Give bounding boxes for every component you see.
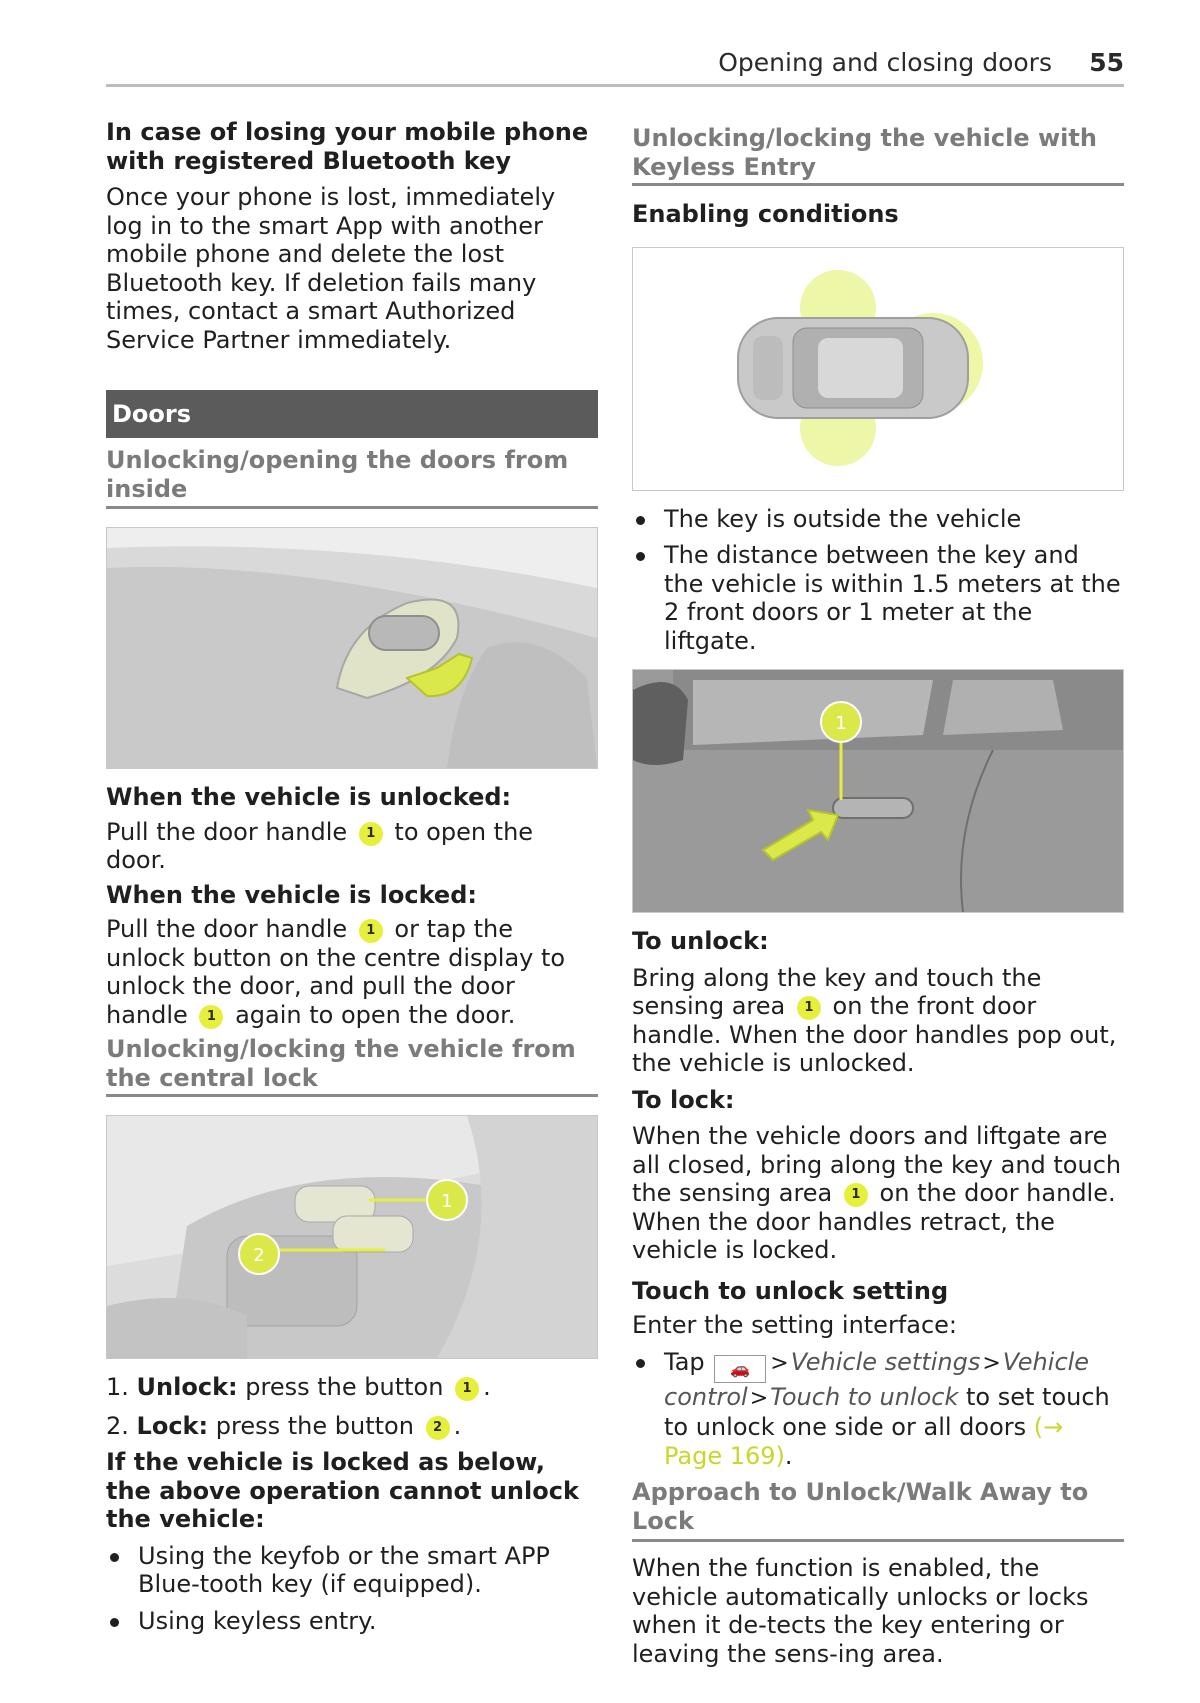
- touch-unlock-steps: [632, 1348, 1124, 1471]
- svg-text:1: 1: [441, 1191, 453, 1212]
- cannot-unlock-heading: If the vehicle is locked as below, the above operation cannot unlock the vehicle:: [106, 1448, 579, 1533]
- unlocked-text: Pull the door handle 1 to open the door.: [106, 817, 534, 874]
- list-item: Tap 🚗 >Vehicle settings>Vehicle control>Touch to unlock to set touch to unlock one side or all doors (→ Page 169).: [632, 1348, 1124, 1471]
- callout-1-icon: 1: [455, 1377, 479, 1401]
- approach-body: When the function is enabled, the vehicle automatically unlocks or locks when it de-tects the key entering or leaving the sens-ing area.: [632, 1554, 1089, 1668]
- conditions-list: [632, 505, 1124, 656]
- menu-vehicle-control: Vehicle control: [664, 1347, 1090, 1411]
- page-number: 55: [1089, 48, 1124, 77]
- step-lock: 2. Lock: press the button 2 .: [106, 1411, 462, 1440]
- enabling-heading: Enabling conditions: [632, 200, 899, 228]
- keyless-heading: Unlocking/locking the vehicle with Keyless Entry: [632, 124, 1124, 186]
- callout-2-icon: 2: [426, 1416, 450, 1440]
- callout-1-icon: 1: [359, 822, 383, 846]
- menu-vehicle-settings: Vehicle settings: [790, 1347, 981, 1376]
- unlocked-label: When the vehicle is unlocked:: [106, 783, 512, 811]
- list-item: The key is outside the vehicle: [632, 505, 1124, 534]
- page-reference-link[interactable]: (→ Page 169): [664, 1413, 1064, 1470]
- central-lock-heading: Unlocking/locking the vehicle from the central lock: [106, 1035, 598, 1097]
- page-header: [106, 44, 1124, 87]
- section-title: Opening and closing doors: [718, 48, 1052, 77]
- central-lock-steps: [106, 1373, 598, 1440]
- step-unlock: 1. Unlock: press the button 1 .: [106, 1373, 491, 1401]
- inside-heading: Unlocking/opening the doors from inside: [106, 446, 598, 509]
- callout-1-icon: 1: [199, 1005, 223, 1029]
- svg-text:2: 2: [253, 1245, 265, 1266]
- to-unlock-text: Bring along the key and touch the sensing area 1 on the front door handle. When the door handles pop out, the vehicle is unlocked.: [632, 963, 1117, 1077]
- keyless-range-figure: [632, 247, 1124, 491]
- callout-1-icon: 1: [797, 996, 821, 1020]
- door-sensing-figure: [632, 669, 1124, 913]
- list-item: Using keyless entry.: [106, 1607, 598, 1636]
- touch-unlock-intro: Enter the setting interface:: [632, 1311, 958, 1339]
- cannot-unlock-list: [106, 1542, 598, 1636]
- locked-label: When the vehicle is locked:: [106, 880, 477, 909]
- left-column: [106, 118, 598, 1635]
- lost-phone-heading: In case of losing your mobile phone with registered Bluetooth key: [106, 118, 589, 175]
- central-lock-figure: [106, 1115, 598, 1359]
- right-column: [632, 118, 1124, 1668]
- car-icon: 🚗: [714, 1355, 766, 1383]
- approach-heading: Approach to Unlock/Walk Away to Lock: [632, 1478, 1124, 1542]
- touch-unlock-heading: Touch to unlock setting: [632, 1276, 949, 1305]
- door-handle-figure: [106, 527, 598, 769]
- list-item: The distance between the key and the vehicle is within 1.5 meters at the 2 front doors or 1 meter at the liftgate.: [632, 541, 1124, 655]
- to-unlock-label: To unlock:: [632, 927, 769, 955]
- lost-phone-body: Once your phone is lost, immediately log in to the smart App with another mobile phone and delete the lost Bluetooth key. If deletion fails many times, contact a smart Authorized Service Partner immediately.: [106, 183, 556, 354]
- svg-text:1: 1: [835, 713, 847, 734]
- to-lock-label: To lock:: [632, 1085, 735, 1114]
- locked-text: Pull the door handle 1 or tap the unlock button on the centre display to unlock the door, and pull the door handle 1 again to open the door.: [106, 915, 566, 1029]
- doors-section-bar: Doors: [106, 390, 598, 438]
- callout-1-icon: 1: [844, 1183, 868, 1207]
- list-item: Using the keyfob or the smart APP Blue-tooth key (if equipped).: [106, 1542, 598, 1599]
- callout-1-icon: 1: [359, 919, 383, 943]
- menu-touch-to-unlock: Touch to unlock: [770, 1382, 959, 1411]
- to-lock-text: When the vehicle doors and liftgate are all closed, bring along the key and touch the sensing area 1 on the door handle. When the door handles retract, the vehicle is locked.: [632, 1122, 1122, 1264]
